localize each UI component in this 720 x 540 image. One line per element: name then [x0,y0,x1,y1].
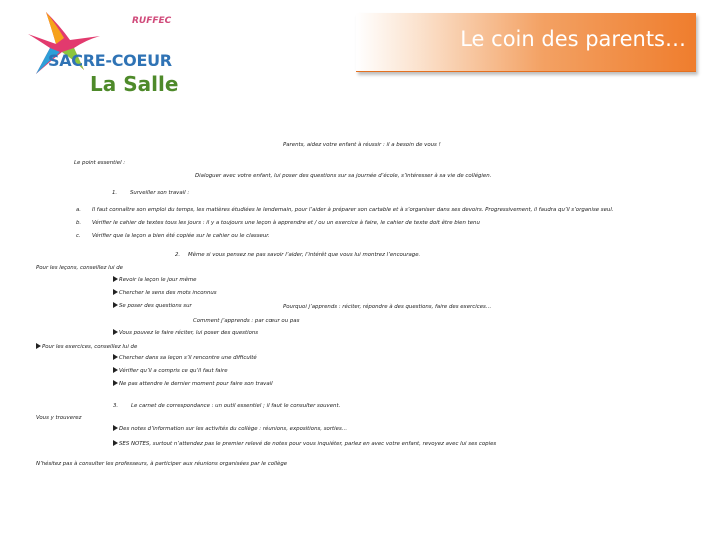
item2-text: Même si vous pensez ne pas savoir l’aider, l’intérêt que vous lui montrez l’encourage. [188,252,421,258]
lessons-item-2: Chercher le sens des mots inconnus [113,289,217,296]
sub-item-a-text: Il faut connaître son emploi du temps, les matières étudiées le lendemain, pour l’aider à préparer son cartable et à s’organiser dans ses devoirs. Progressivement, il faudra qu’il s’organise seul. [92,207,614,213]
sub-item-b-text: Vérifier le cahier de textes tous les jours : il y a toujours une leçon à apprendre et / ou un exercice à faire, le cahier de texte doit être bien tenu [92,220,480,226]
sub-item-c-letter: c. [76,233,81,239]
logo-sub-text: La Salle [90,72,179,96]
key-point-heading: Le point essentiel : [74,160,126,166]
arrow-bullet-icon [113,302,118,308]
find-intro: Vous y trouverez [36,415,82,421]
exercises-intro: Pour les exercices, conseillez lui de [36,343,137,350]
item2-number: 2. [175,252,181,258]
lessons-question-1: Pourquoi j’apprends : réciter, répondre à des questions, faire des exercices… [283,304,492,310]
arrow-bullet-icon [113,329,118,335]
item3-number: 3. [113,403,119,409]
school-logo [8,4,188,104]
title-banner [356,13,696,72]
logo-small-text: RUFFEC [132,16,172,26]
dialogue-text: Dialoguer avec votre enfant, lui poser des questions sur sa journée d’école, s’intéresser à sa vie de collégien. [195,173,492,179]
logo-main-text: SACRE-COEUR [48,51,172,70]
arrow-bullet-icon [113,367,118,373]
lessons-intro: Pour les leçons, conseillez lui de [36,265,123,271]
page-title: Le coin des parents… [460,27,686,51]
arrow-bullet-icon [113,380,118,386]
lessons-question-2: Comment j’apprends : par cœur ou pas [193,318,300,324]
exercises-item-2: Vérifier qu’il a compris ce qu’il faut faire [113,367,228,374]
arrow-bullet-icon [113,425,118,431]
sub-item-b-letter: b. [76,220,82,226]
find-item-2: SES NOTES, surtout n’attendez pas le premier relevé de notes pour vous inquiéter, parlez en avec votre enfant, revoyez avec lui ses copies [113,440,496,447]
find-item-1: Des notes d’information sur les activités du collège : réunions, expositions, sorties… [113,425,347,432]
sub-item-a-letter: a. [76,207,82,213]
arrow-bullet-icon [113,276,118,282]
arrow-bullet-icon [36,343,41,349]
item1-number: 1. [112,190,118,196]
arrow-bullet-icon [113,440,118,446]
lessons-item-4: Vous pouvez le faire réciter, lui poser des questions [113,329,258,336]
item3-text: Le carnet de correspondance : un outil essentiel ; il faut le consulter souvent. [131,403,341,409]
lessons-item-1: Revoir la leçon le jour même [113,276,197,283]
closing-text: N’hésitez pas à consulter les professeurs, à participer aux réunions organisées par le collège [36,461,288,467]
intro-text: Parents, aidez votre enfant à réussir : il a besoin de vous ! [283,142,441,148]
arrow-bullet-icon [113,289,118,295]
item1-text: Surveiller son travail : [130,190,190,196]
exercises-item-3: Ne pas attendre le dernier moment pour faire son travail [113,380,273,387]
exercises-item-1: Chercher dans sa leçon s’il rencontre une difficulté [113,354,257,361]
arrow-bullet-icon [113,354,118,360]
sub-item-c-text: Vérifier que la leçon a bien été copiée sur le cahier ou le classeur. [92,233,270,239]
lessons-item-3: Se poser des questions sur [113,302,192,309]
